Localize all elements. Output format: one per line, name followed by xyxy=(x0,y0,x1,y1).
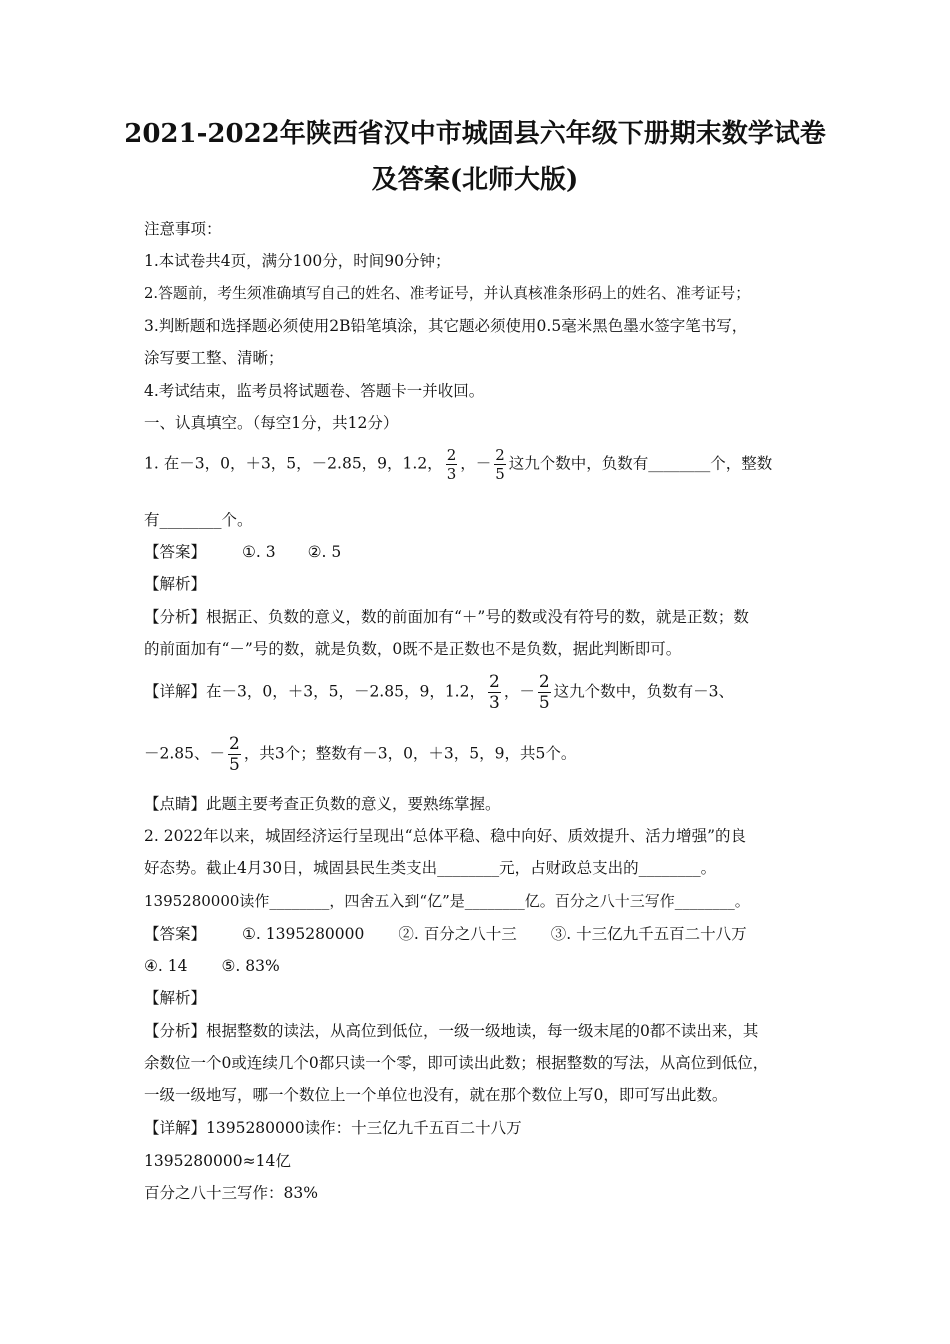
answer-item: ④. 14 xyxy=(144,957,188,975)
answer-item: ②. 5 xyxy=(307,543,342,561)
q2-detail-percent: 百分之八十三写作：83% xyxy=(144,1184,318,1202)
q1-detail-continued xyxy=(144,734,576,775)
q2-answer xyxy=(144,923,747,945)
question-1-stem-continued: 有________个。 xyxy=(144,511,253,529)
q2-analysis-text-continued: 余数位一个0或连续几个0都只读一个零，即可读出此数；根据整数的写法，从高位到低位， xyxy=(144,1054,769,1072)
fraction-two-fifths: $\frac{2}{5}$ xyxy=(229,734,240,775)
answer-item: ②. 百分之八十三 xyxy=(398,925,517,943)
q2-answer-continued xyxy=(144,955,280,977)
note-3: 3.判断题和选择题必须使用2B铅笔填涂，其它题必须使用0.5毫米黑色墨水签字笔书写， xyxy=(144,317,748,335)
q2-analysis-text-continued-2: 一级一级地写，哪一个数位上一个单位也没有，就在那个数位上写0，即可写出此数。 xyxy=(144,1086,728,1104)
q1-detail-start: 【详解】在－3，0，＋3，5，－2.85，9，1.2， xyxy=(144,682,485,701)
q1-analysis-label: 【解析】 xyxy=(144,575,207,593)
fraction-two-thirds: $\frac{2}{3}$ xyxy=(446,446,457,483)
q2-detail: 【详解】1395280000读作：十三亿九千五百二十八万 xyxy=(144,1119,522,1137)
q1-detail-continued-start: －2.85、－ xyxy=(144,744,226,763)
note-1: 1.本试卷共4页，满分100分，时间90分钟； xyxy=(144,252,451,270)
notes-heading: 注意事项： xyxy=(144,220,222,238)
q1-stem-end: 这九个数中，负数有________个，整数 xyxy=(508,454,773,473)
q2-analysis-text: 【分析】根据整数的读法，从高位到低位，一级一级地读，每一级末尾的0都不读出来，其 xyxy=(144,1022,759,1040)
fraction-two-fifths: $\frac{2}{5}$ xyxy=(495,446,505,483)
answer-item: ①. 1395280000 xyxy=(242,925,365,943)
fraction-two-thirds: $\frac{2}{3}$ xyxy=(488,672,500,713)
q1-analysis-text-continued: 的前面加有“－”号的数，就是负数，0既不是正数也不是负数，据此判断即可。 xyxy=(144,640,682,658)
q1-detail-separator: ，－ xyxy=(503,682,535,701)
q1-answer xyxy=(144,541,341,563)
q2-analysis-label: 【解析】 xyxy=(144,989,207,1007)
document-title-line-1: 2021-2022年陕西省汉中市城固县六年级下册期末数学试卷 xyxy=(124,119,826,149)
answer-item: ⑤. 83% xyxy=(221,957,280,975)
answer-label: 【答案】 xyxy=(144,925,207,943)
question-2-stem-continued: 好态势。截止4月30日，城固县民生类支出________元，占财政总支出的________。 xyxy=(144,859,717,877)
q1-analysis-text: 【分析】根据正、负数的意义，数的前面加有“＋”号的数或没有符号的数，就是正数；数 xyxy=(144,608,749,626)
note-3-continued: 涂写要工整、清晰； xyxy=(144,349,284,367)
q1-detail xyxy=(144,672,734,713)
note-4: 4.考试结束，监考员将试题卷、答题卡一并收回。 xyxy=(144,382,485,400)
q1-stem-start: 1. 在－3，0，＋3，5，－2.85，9，1.2， xyxy=(144,454,443,473)
q1-comment: 【点睛】此题主要考查正负数的意义，要熟练掌握。 xyxy=(144,795,501,813)
question-1-stem xyxy=(144,446,772,483)
q1-detail-end: 这九个数中，负数有－3、 xyxy=(553,682,735,701)
q2-detail-approximation: 1395280000≈14亿 xyxy=(144,1152,291,1170)
answer-label: 【答案】 xyxy=(144,543,207,561)
answer-item: ①. 3 xyxy=(242,543,276,561)
document-title-line-2: 及答案(北师大版) xyxy=(371,165,579,195)
q1-detail-continued-end: ，共3个；整数有－3，0，＋3，5，9，共5个。 xyxy=(243,744,577,763)
answer-item: ③. 十三亿九千五百二十八万 xyxy=(550,925,747,943)
fraction-two-fifths: $\frac{2}{5}$ xyxy=(538,672,550,713)
note-2: 2.答题前，考生须准确填写自己的姓名、准考证号，并认真核准条形码上的姓名、准考证号； xyxy=(144,285,750,302)
section-heading: 一、认真填空。（每空1分，共12分） xyxy=(144,414,399,432)
question-2-stem: 2. 2022年以来，城固经济运行呈现出“总体平稳、稳中向好、质效提升、活力增强”的良 xyxy=(144,827,747,845)
question-2-stem-continued-2: 1395280000读作________，四舍五入到“亿”是________亿。百分之八十三写作________。 xyxy=(144,892,750,910)
q1-separator: ，－ xyxy=(460,454,492,473)
